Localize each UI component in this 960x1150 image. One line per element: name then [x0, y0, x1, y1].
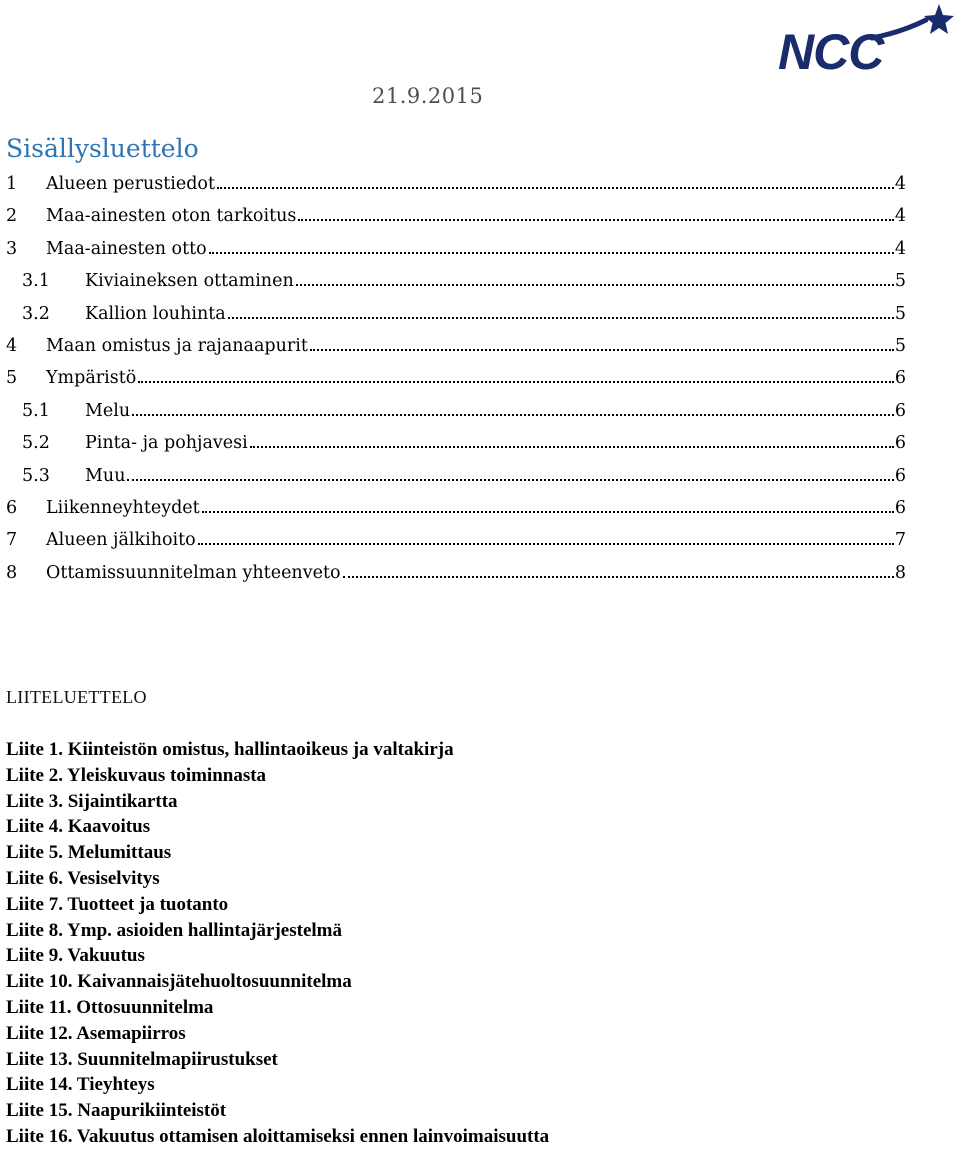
- toc-entry-label: Ottamissuunnitelman yhteenveto: [46, 562, 341, 583]
- toc-dot-leader: [343, 576, 894, 578]
- toc-entry-page: 5: [894, 271, 906, 292]
- toc-entry-number: 3.2: [22, 303, 50, 324]
- toc-entry-label: Muu: [85, 465, 126, 486]
- appendix-item: Liite 16. Vakuutus ottamisen aloittamiseksi ennen lainvoimaisuutta: [6, 1125, 550, 1147]
- toc-entry-number: 8: [6, 562, 18, 583]
- toc-entry-number: 5.3: [22, 465, 50, 486]
- appendix-item: Liite 4. Kaavoitus: [6, 816, 151, 838]
- toc-entry-label: Melu: [85, 400, 131, 421]
- appendix-item: Liite 7. Tuotteet ja tuotanto: [6, 893, 229, 915]
- appendix-list-title: LIITELUETTELO: [6, 687, 147, 707]
- toc-entry-page: 6: [894, 368, 906, 389]
- toc-title: Sisällysluettelo: [6, 134, 199, 163]
- toc-entry-page: 6: [894, 433, 906, 454]
- toc-entry-label: Maan omistus ja rajanaapurit: [46, 335, 308, 356]
- toc-dot-leader: [198, 543, 894, 545]
- toc-entry[interactable]: [6, 492, 906, 524]
- toc-entry-number: 5: [6, 368, 18, 389]
- toc-dot-leader: [127, 479, 893, 481]
- toc-dot-leader: [298, 219, 894, 221]
- toc-entry[interactable]: [6, 168, 906, 200]
- ncc-logo-graphic: [776, 4, 958, 74]
- star-icon: [924, 4, 954, 34]
- appendix-item: Liite 14. Tieyhteys: [6, 1074, 155, 1096]
- document-date: 21.9.2015: [372, 84, 484, 108]
- toc-entry[interactable]: [6, 265, 906, 297]
- toc-entry-page: 4: [894, 238, 906, 259]
- appendix-list: [6, 737, 549, 1150]
- toc-dot-leader: [250, 446, 894, 448]
- toc-entry-number: 3.1: [22, 271, 50, 292]
- toc-entry-number: 4: [6, 335, 18, 356]
- toc-entry-page: 6: [894, 400, 906, 421]
- toc-entry-number: 5.1: [22, 400, 50, 421]
- toc-entry-number: 5.2: [22, 433, 50, 454]
- toc-entry-number: 2: [6, 206, 18, 227]
- toc-entry-page: 4: [894, 174, 906, 194]
- toc-entry-label: Kallion louhinta: [85, 303, 226, 324]
- toc-entry-page: 4: [894, 206, 906, 227]
- toc-entry[interactable]: [6, 557, 906, 589]
- toc-entry-page: 6: [894, 497, 906, 518]
- toc-dot-leader: [209, 252, 894, 254]
- toc-entry[interactable]: [6, 200, 906, 232]
- toc-entry-label: Maa-ainesten otto: [46, 238, 207, 259]
- toc-dot-leader: [132, 414, 894, 416]
- toc-entry-label: Maa-ainesten oton tarkoitus: [46, 206, 297, 227]
- toc-entry-page: 7: [894, 530, 906, 551]
- toc-entry[interactable]: [6, 330, 906, 362]
- toc-entry-page: 5: [894, 335, 906, 356]
- toc-entry-number: 6: [6, 497, 18, 518]
- toc-entry-label: Alueen perustiedot: [46, 174, 215, 194]
- appendix-item: Liite 8. Ymp. asioiden hallintajärjestelmä: [6, 919, 342, 941]
- toc-dot-leader: [296, 284, 894, 286]
- appendix-item: Liite 13. Suunnitelmapiirustukset: [6, 1048, 278, 1070]
- toc-entry-page: 5: [894, 303, 906, 324]
- table-of-contents: [6, 168, 906, 589]
- toc-entry-number: 7: [6, 530, 18, 551]
- appendix-item: Liite 11. Ottosuunnitelma: [6, 996, 214, 1018]
- appendix-item: Liite 2. Yleiskuvaus toiminnasta: [6, 764, 267, 786]
- toc-entry-number: 3: [6, 238, 18, 259]
- toc-entry-label: Alueen jälkihoito: [46, 530, 196, 551]
- toc-entry[interactable]: [6, 524, 906, 556]
- appendix-item: Liite 15. Naapurikiinteistöt: [6, 1100, 227, 1122]
- toc-entry[interactable]: [6, 427, 906, 459]
- toc-entry[interactable]: [6, 233, 906, 265]
- appendix-item: Liite 9. Vakuutus: [6, 945, 145, 967]
- appendix-item: Liite 3. Sijaintikartta: [6, 790, 178, 812]
- toc-entry[interactable]: [6, 395, 906, 427]
- toc-entry-page: 6: [894, 465, 906, 486]
- toc-dot-leader: [228, 317, 894, 319]
- toc-dot-leader: [138, 381, 894, 383]
- appendix-item: Liite 12. Asemapiirros: [6, 1022, 186, 1044]
- toc-dot-leader: [202, 511, 894, 513]
- toc-entry-label: Ympäristö: [46, 368, 137, 389]
- appendix-item: Liite 6. Vesiselvitys: [6, 867, 160, 889]
- toc-entry[interactable]: [6, 460, 906, 492]
- toc-entry-page: 8: [894, 562, 906, 583]
- toc-entry[interactable]: [6, 362, 906, 394]
- appendix-item: Liite 5. Melumittaus: [6, 842, 172, 864]
- toc-entry[interactable]: [6, 298, 906, 330]
- toc-entry-label: Kiviaineksen ottaminen: [85, 271, 294, 292]
- appendix-item: Liite 1. Kiinteistön omistus, hallintaoikeus ja valtakirja: [6, 739, 454, 760]
- toc-dot-leader: [217, 187, 894, 189]
- toc-dot-leader: [310, 349, 894, 351]
- toc-entry-label: Pinta- ja pohjavesi: [85, 433, 248, 454]
- ncc-logo: [776, 4, 958, 74]
- ncc-logo-wordmark: NCC: [778, 24, 884, 74]
- toc-entry-number: 1: [6, 174, 18, 194]
- toc-entry-label: Liikenneyhteydet: [46, 497, 200, 518]
- appendix-item: Liite 10. Kaivannaisjätehuoltosuunnitelma: [6, 971, 352, 993]
